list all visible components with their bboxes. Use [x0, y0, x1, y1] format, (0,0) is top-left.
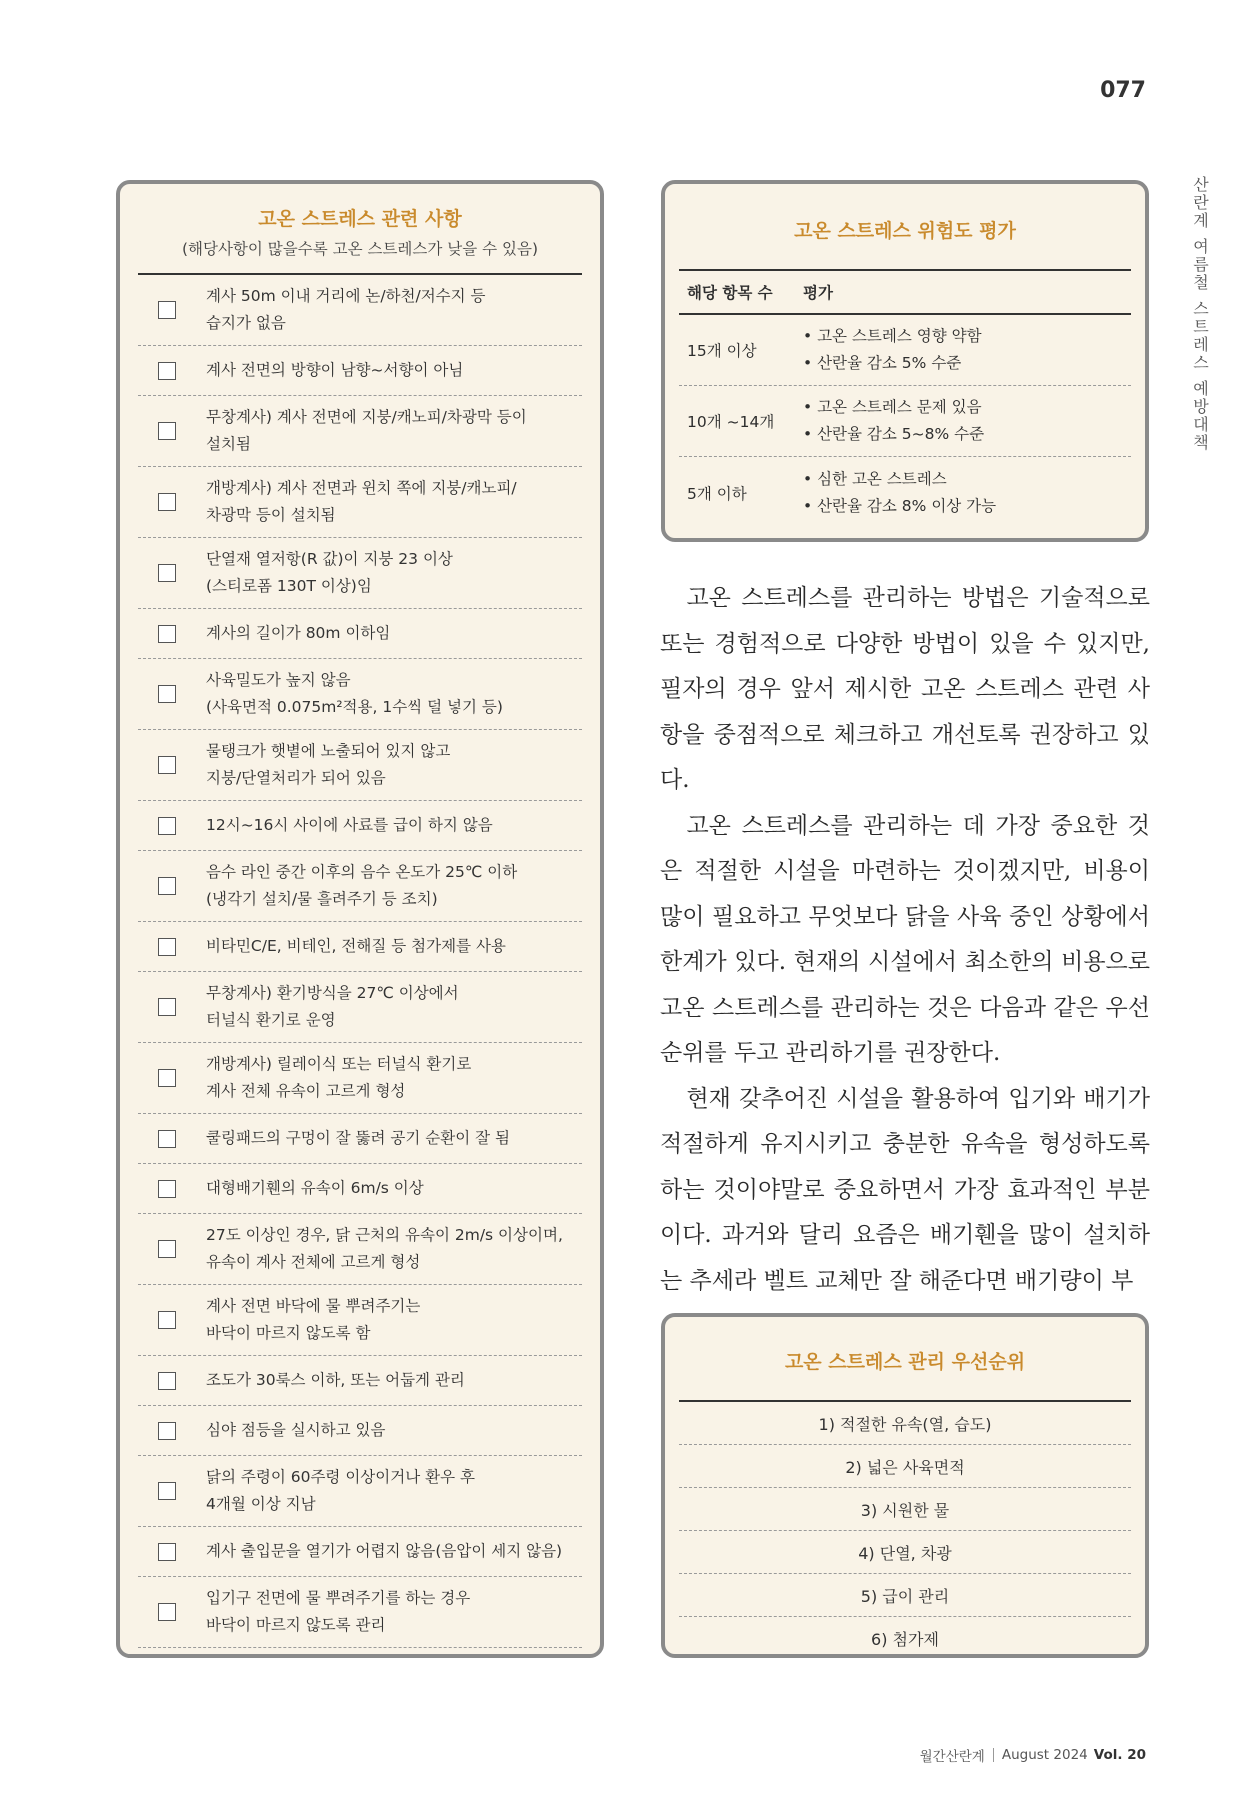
footer-separator: [993, 1748, 994, 1762]
side-title-char: 예: [1193, 379, 1209, 398]
checkbox[interactable]: [158, 685, 176, 703]
checklist-item-line: 27도 이상인 경우, 닭 근처의 유속이 2m/s 이상이며,: [206, 1226, 563, 1244]
checklist-item-text: [206, 1051, 471, 1105]
checkbox[interactable]: [158, 1130, 176, 1148]
checklist-item: [138, 972, 582, 1043]
checklist-item-line: 계사 출입문을 열기가 어렵지 않음(음압이 세지 않음): [206, 1542, 563, 1560]
checkbox[interactable]: [158, 1069, 176, 1087]
checklist-item-line: 심야 점등을 실시하고 있음: [206, 1421, 386, 1439]
risk-eval: [803, 466, 1131, 520]
checklist-item: [138, 1356, 582, 1406]
priority-item: 3) 시원한 물: [679, 1488, 1131, 1531]
checklist-item-text: [206, 1417, 386, 1444]
side-title-char: 책: [1193, 433, 1209, 452]
checkbox[interactable]: [158, 998, 176, 1016]
checklist-item-line: 무창계사) 계사 전면에 지붕/캐노피/차광막 등이: [206, 408, 527, 426]
checklist-item-line: 바닥이 마르지 않도록 함: [206, 1324, 371, 1342]
checkbox[interactable]: [158, 493, 176, 511]
checklist-item: [138, 1527, 582, 1577]
priority-list: [679, 1402, 1131, 1660]
checklist-item-text: [206, 1125, 510, 1152]
checklist-item-line: 무창계사) 환기방식을 27℃ 이상에서: [206, 984, 459, 1002]
risk-eval-line: • 심한 고온 스트레스: [803, 466, 1131, 493]
checklist-item-line: 음수 라인 중간 이후의 음수 온도가 25℃ 이하: [206, 863, 518, 881]
checklist-item: [138, 275, 582, 346]
priority-item: 6) 첨가제: [871, 1630, 939, 1649]
checklist-item-line: 개방계사) 계사 전면과 윈치 쪽에 지붕/캐노피/: [206, 479, 517, 497]
checklist-item: [138, 730, 582, 801]
checklist-item-line: 계사 전체 유속이 고르게 형성: [206, 1082, 406, 1100]
risk-eval-line: • 산란율 감소 5~8% 수준: [803, 421, 1131, 448]
checklist-item-line: 물탱크가 햇볕에 노출되어 있지 않고: [206, 742, 451, 760]
risk-eval-line: • 산란율 감소 8% 이상 가능: [803, 493, 1131, 520]
check-list: [138, 275, 582, 1648]
checkbox[interactable]: [158, 1240, 176, 1258]
checklist-item-line: 대형배기휀의 유속이 6m/s 이상: [206, 1179, 424, 1197]
risk-eval-line: • 고온 스트레스 문제 있음: [803, 394, 1131, 421]
risk-table-header: [679, 269, 1131, 315]
risk-table: [679, 269, 1131, 528]
checklist-item: [138, 922, 582, 972]
checklist-item: [138, 1456, 582, 1527]
paragraph: 고온 스트레스를 관리하는 방법은 기술적으로 또는 경험적으로 다양한 방법이 있을 수 있지만, 필자의 경우 앞서 제시한 고온 스트레스 관련 사항을 중점적으로 체크하고 개선토록 권장하고 있다.: [660, 585, 1150, 793]
checkbox[interactable]: [158, 938, 176, 956]
checklist-item-line: (스티로폼 130T 이상)임: [206, 577, 372, 595]
checklist-item-text: [206, 1464, 475, 1518]
header-eval: 평가: [803, 284, 833, 302]
side-title-char: 름: [1193, 255, 1209, 274]
checklist-item-line: 차광막 등이 설치됨: [206, 506, 336, 524]
checklist-item-text: [206, 933, 506, 960]
checklist-item-line: 쿨링패드의 구멍이 잘 뚫려 공기 순환이 잘 됨: [206, 1129, 511, 1147]
body-text: [660, 576, 1150, 1304]
side-title-char: 란: [1193, 193, 1209, 212]
side-title-char: 스: [1193, 353, 1209, 372]
checklist-item: [138, 609, 582, 659]
page-number: 077: [1100, 78, 1146, 103]
header-count: 해당 항목 수: [687, 284, 773, 302]
risk-rows: [679, 315, 1131, 528]
checklist-item-line: 계사 50m 이내 거리에 논/하천/저수지 등: [206, 287, 486, 305]
checkbox[interactable]: [158, 301, 176, 319]
checkbox[interactable]: [158, 756, 176, 774]
checklist-item: [138, 851, 582, 922]
volume: Vol. 20: [1093, 1747, 1146, 1763]
side-title-char: 계: [1193, 211, 1209, 230]
checklist-title: 고온 스트레스 관련 사항: [258, 208, 462, 230]
checkbox[interactable]: [158, 362, 176, 380]
issue-date: August 2024: [1001, 1747, 1088, 1763]
risk-title: 고온 스트레스 위험도 평가: [794, 220, 1016, 242]
risk-row: [679, 457, 1131, 528]
checklist-item-line: 계사 전면의 방향이 남향~서향이 아님: [206, 361, 464, 379]
checklist-item-line: 계사 전면 바닥에 물 뿌려주기는: [206, 1297, 421, 1315]
risk-count: 15개 이상: [687, 342, 757, 360]
priority-item: 5) 급이 관리: [679, 1574, 1131, 1617]
footer: [920, 1745, 1146, 1765]
checkbox[interactable]: [158, 877, 176, 895]
checkbox[interactable]: [158, 1372, 176, 1390]
checkbox[interactable]: [158, 1603, 176, 1621]
checkbox[interactable]: [158, 625, 176, 643]
checklist-item: [138, 1043, 582, 1114]
risk-row: [679, 386, 1131, 457]
checkbox[interactable]: [158, 1543, 176, 1561]
checklist-item: [138, 1285, 582, 1356]
checklist-item-line: 4개월 이상 지남: [206, 1495, 316, 1513]
checkbox[interactable]: [158, 817, 176, 835]
priority-box: [661, 1313, 1149, 1658]
risk-eval-line: • 산란율 감소 5% 수준: [803, 350, 1131, 377]
side-title-char: 철: [1193, 273, 1209, 292]
checklist-item: [138, 467, 582, 538]
checklist-item-text: [206, 980, 459, 1034]
side-title-char: 방: [1193, 397, 1209, 416]
checklist-item: [138, 1577, 582, 1648]
checklist-item-text: [206, 357, 463, 384]
checkbox[interactable]: [158, 1422, 176, 1440]
risk-count: 10개 ~14개: [687, 413, 775, 431]
checklist-item: [138, 1114, 582, 1164]
checklist-item-line: 바닥이 마르지 않도록 관리: [206, 1616, 386, 1634]
checklist-item-text: [206, 283, 486, 337]
risk-row: [679, 315, 1131, 386]
checklist-item-line: 닭의 주령이 60주령 이상이거나 환우 후: [206, 1468, 475, 1486]
checklist-item-line: 습지가 없음: [206, 314, 286, 332]
checkbox[interactable]: [158, 1482, 176, 1500]
checklist-item-text: [206, 475, 517, 529]
risk-count: 5개 이하: [687, 484, 747, 503]
checklist-item-line: 사육밀도가 높지 않음: [206, 671, 351, 689]
priority-item: 1) 적절한 유속(열, 습도): [679, 1402, 1131, 1445]
side-title: [1186, 176, 1216, 452]
checklist-item: [138, 1406, 582, 1456]
checklist-item-line: 단열재 열저항(R 값)이 지붕 23 이상: [206, 550, 453, 568]
checklist-item-text: [206, 404, 527, 458]
checklist-item: [138, 396, 582, 467]
checkbox[interactable]: [158, 1180, 176, 1198]
checklist-item-text: [206, 812, 493, 839]
risk-eval-line: • 고온 스트레스 영향 약함: [803, 323, 1131, 350]
checklist-item-line: 유속이 계사 전체에 고르게 형성: [206, 1253, 421, 1271]
side-title-char: 스: [1193, 299, 1209, 318]
side-title-char: 산: [1193, 175, 1209, 194]
risk-eval: [803, 394, 1131, 448]
side-title-char: 대: [1193, 415, 1209, 434]
checklist-item-text: [206, 1538, 562, 1565]
checkbox[interactable]: [158, 564, 176, 582]
checklist-item: [138, 346, 582, 396]
checklist-subtitle: (해당사항이 많을수록 고온 스트레스가 낮을 수 있음): [181, 240, 539, 258]
checklist-item: [138, 659, 582, 730]
checklist-item-text: [206, 667, 503, 721]
checklist-item-text: [206, 859, 517, 913]
priority-item: 4) 단열, 차광: [679, 1531, 1131, 1574]
checkbox[interactable]: [158, 1311, 176, 1329]
paragraph: 고온 스트레스를 관리하는 데 가장 중요한 것은 적절한 시설을 마련하는 것이겠지만, 비용이 많이 필요하고 무엇보다 닭을 사육 중인 상황에서 한계가 있다. 현재의 시설에서 최소한의 비용으로 고온 스트레스를 관리하는 것은 다음과 같은 우선순위를 두고 관리하기를 권장한다.: [660, 812, 1150, 1066]
checklist-item-line: 설치됨: [206, 435, 251, 453]
checkbox[interactable]: [158, 422, 176, 440]
side-title-char: 여: [1193, 237, 1209, 256]
checklist-item: [138, 1164, 582, 1214]
checklist-item-text: [206, 1222, 563, 1276]
checklist-item-line: 개방계사) 릴레이식 또는 터널식 환기로: [206, 1055, 472, 1073]
checklist-item-line: 지붕/단열처리가 되어 있음: [206, 769, 386, 787]
checklist-item: [138, 538, 582, 609]
magazine-name: 월간산란계: [919, 1749, 985, 1765]
side-title-char: 레: [1193, 335, 1209, 354]
checklist-item-text: [206, 1585, 470, 1639]
risk-eval: [803, 323, 1131, 377]
checklist-item: [138, 801, 582, 851]
checklist-item-text: [206, 620, 390, 647]
checklist-item-text: [206, 546, 453, 600]
checklist-item-text: [206, 738, 450, 792]
checklist-item-line: 비타민C/E, 비테인, 전해질 등 첨가제를 사용: [206, 937, 506, 955]
checklist-item-text: [206, 1293, 420, 1347]
checklist-item-line: (냉각기 설치/물 흘려주기 등 조치): [206, 890, 438, 908]
priority-title: 고온 스트레스 관리 우선순위: [784, 1351, 1026, 1373]
checklist-box: [116, 180, 604, 1658]
checklist-item-line: 터널식 환기로 운영: [206, 1011, 336, 1029]
priority-item: 2) 넓은 사육면적: [679, 1445, 1131, 1488]
checklist-item-text: [206, 1175, 424, 1202]
checklist-item: [138, 1214, 582, 1285]
side-title-char: 트: [1193, 317, 1209, 336]
checklist-item-line: 입기구 전면에 물 뿌려주기를 하는 경우: [206, 1589, 471, 1607]
checklist-item-text: [206, 1367, 465, 1394]
checklist-item-line: 12시~16시 사이에 사료를 급이 하지 않음: [206, 816, 493, 834]
checklist-item-line: (사육면적 0.075m²적용, 1수씩 덜 넣기 등): [206, 698, 503, 716]
checklist-item-line: 조도가 30룩스 이하, 또는 어둡게 관리: [206, 1371, 465, 1389]
checklist-item-line: 계사의 길이가 80m 이하임: [206, 624, 391, 642]
paragraph: 현재 갖추어진 시설을 활용하여 입기와 배기가 적절하게 유지시키고 충분한 유속을 형성하도록 하는 것이야말로 중요하면서 가장 효과적인 부분이다. 과거와 달리 요즘은 배기휀을 많이 설치하는 추세라 벨트 교체만 잘 해준다면 배기량이 부: [660, 1085, 1150, 1294]
risk-box: [661, 180, 1149, 542]
